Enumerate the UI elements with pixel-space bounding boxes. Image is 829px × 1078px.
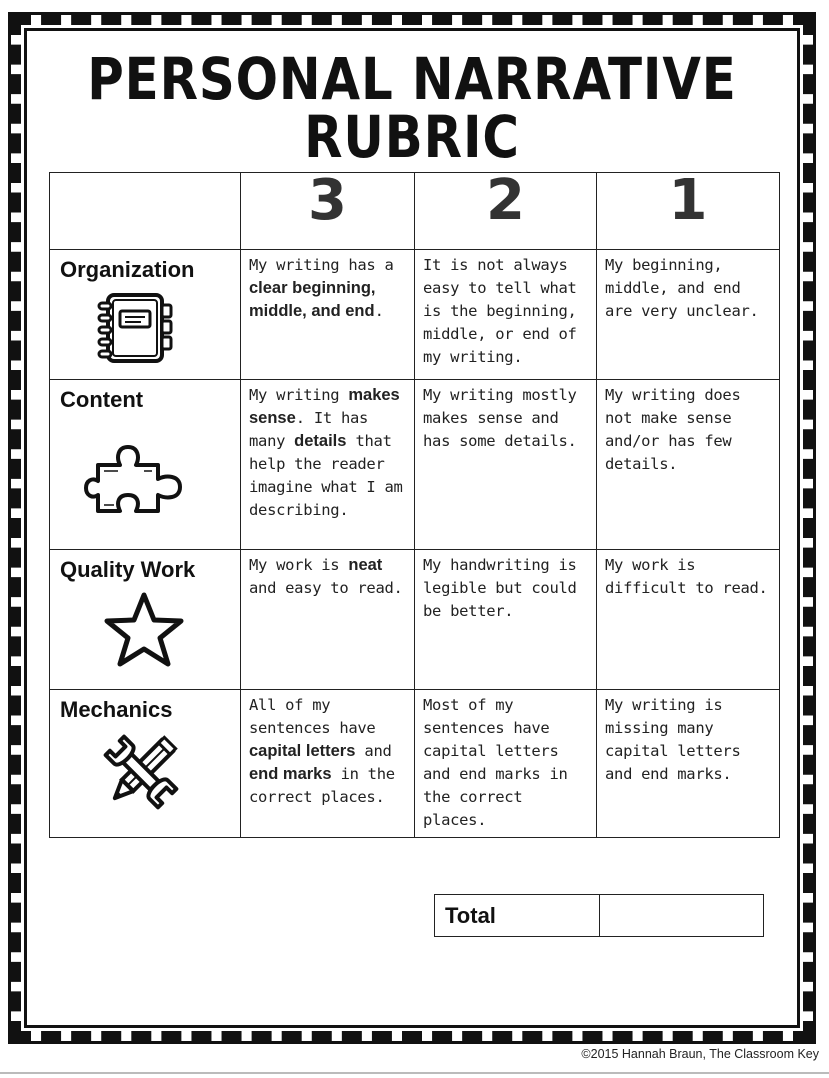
desc-text: My handwriting is legible but could be better. [423, 556, 577, 620]
desc-text: Most of my sentences have capital letters and end marks in the correct places. [423, 696, 568, 829]
rich-desc [597, 550, 779, 600]
rich-desc [597, 690, 779, 786]
emphasis-text: makes sense [249, 386, 400, 427]
desc-text: My writing does not make sense and/or has few details. [605, 386, 741, 473]
desc-text: My writing has a [249, 256, 394, 274]
total-label: Total [435, 895, 600, 937]
category-label: Quality Work [60, 557, 196, 582]
desc-text: My writing mostly makes sense and has some details. [423, 386, 577, 450]
rich-desc [241, 690, 414, 809]
category-cell [50, 380, 241, 550]
desc-score-2 [415, 550, 597, 690]
desc-text: My work is difficult to read. [605, 556, 768, 597]
star-icon [102, 591, 186, 669]
category-label: Mechanics [60, 697, 173, 722]
corner-cell [50, 173, 241, 250]
copyright-notice: ©2015 Hannah Braun, The Classroom Key [581, 1047, 819, 1061]
rich-desc [597, 380, 779, 476]
desc-text: My work is [249, 556, 349, 574]
rubric-row-mechanics [50, 690, 780, 838]
desc-text: My writing is missing many capital letters and end marks. [605, 696, 741, 783]
desc-text: All of my sentences have [249, 696, 376, 737]
rich-desc [597, 250, 779, 323]
category-cell [50, 550, 241, 690]
rubric-row-content [50, 380, 780, 550]
score-header-2: 2 [415, 173, 597, 250]
desc-score-1 [597, 380, 780, 550]
desc-score-3 [241, 550, 415, 690]
desc-text: and easy to read. [249, 579, 403, 597]
desc-score-2 [415, 250, 597, 380]
rubric-row-organization [50, 250, 780, 380]
desc-score-2 [415, 690, 597, 838]
category-cell [50, 250, 241, 380]
desc-score-3 [241, 380, 415, 550]
emphasis-text: details [294, 432, 347, 450]
desc-score-3 [241, 690, 415, 838]
category-label: Organization [60, 257, 195, 282]
desc-score-1 [597, 250, 780, 380]
score-header-3: 3 [241, 173, 415, 250]
desc-score-3 [241, 250, 415, 380]
category-cell [50, 690, 241, 838]
rubric-row-quality-work [50, 550, 780, 690]
score-header-row [50, 173, 780, 250]
rich-desc [415, 550, 596, 623]
desc-text: My writing [249, 386, 349, 404]
desc-text: My beginning, middle, and end are very unclear. [605, 256, 759, 320]
rich-desc [415, 250, 596, 369]
emphasis-text: end marks [249, 765, 332, 783]
rich-desc [241, 550, 414, 600]
emphasis-text: neat [348, 556, 383, 574]
rich-desc [241, 380, 414, 522]
emphasis-text: capital letters [249, 742, 356, 760]
desc-text: and [355, 742, 392, 760]
total-box [434, 894, 764, 937]
rich-desc [415, 380, 596, 453]
emphasis-text: clear beginning, middle, and end [249, 279, 376, 320]
total-value-field[interactable] [600, 895, 764, 937]
category-label: Content [60, 387, 144, 412]
rubric-table [49, 168, 780, 838]
desc-text: in the correct places. [249, 765, 395, 806]
page-title: PERSONAL NARRATIVE RUBRIC [87, 45, 737, 171]
puzzle-piece-icon [84, 435, 198, 525]
wrench-pencil-icon [96, 729, 186, 815]
desc-text: . [374, 302, 384, 320]
rich-desc [241, 250, 414, 323]
desc-text: . It has many [249, 409, 369, 450]
desc-text: that help the reader imagine what I am describing. [249, 432, 403, 519]
desc-score-1 [597, 550, 780, 690]
divider [0, 1072, 829, 1074]
desc-text: It is not always easy to tell what is the beginning, middle, or end of my writing. [423, 256, 577, 366]
notebook-icon [96, 289, 180, 367]
score-header-1: 1 [597, 173, 780, 250]
rich-desc [415, 690, 596, 832]
desc-score-1 [597, 690, 780, 838]
desc-score-2 [415, 380, 597, 550]
